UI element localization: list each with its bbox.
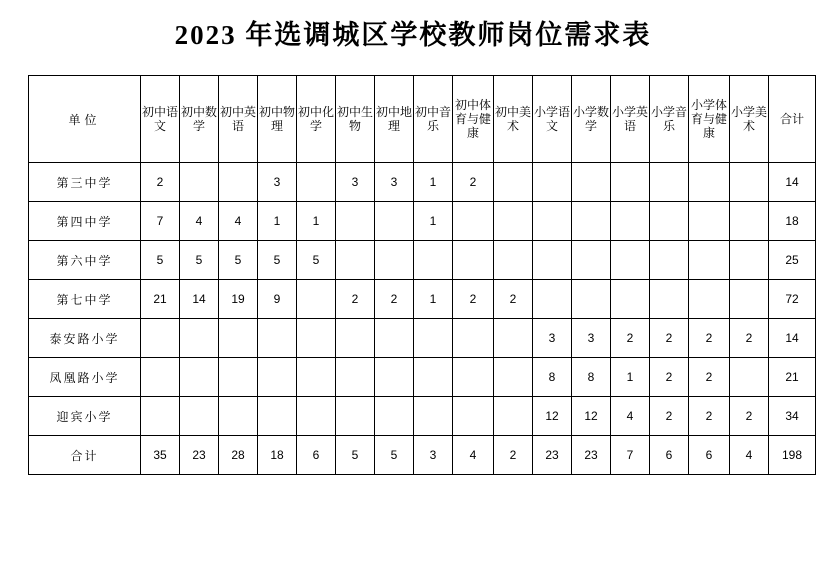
cell bbox=[453, 241, 494, 280]
cell: 7 bbox=[141, 202, 180, 241]
cell: 1 bbox=[611, 358, 650, 397]
row-total: 14 bbox=[769, 319, 816, 358]
cell: 2 bbox=[730, 319, 769, 358]
cell bbox=[180, 397, 219, 436]
cell bbox=[689, 280, 730, 319]
cell bbox=[375, 319, 414, 358]
page-title: 2023 年选调城区学校教师岗位需求表 bbox=[174, 20, 652, 50]
cell: 2 bbox=[375, 280, 414, 319]
cell bbox=[494, 202, 533, 241]
cell bbox=[219, 397, 258, 436]
cell: 8 bbox=[572, 358, 611, 397]
cell: 5 bbox=[141, 241, 180, 280]
cell bbox=[414, 241, 453, 280]
cell: 1 bbox=[258, 202, 297, 241]
column-header-label: 初中化学 bbox=[298, 104, 335, 134]
cell bbox=[689, 163, 730, 202]
cell: 4 bbox=[453, 436, 494, 475]
cell bbox=[650, 202, 689, 241]
row-label: 第三中学 bbox=[29, 163, 141, 202]
cell: 5 bbox=[180, 241, 219, 280]
cell: 2 bbox=[650, 397, 689, 436]
column-header-unit: 单位 bbox=[29, 76, 141, 163]
cell: 2 bbox=[453, 280, 494, 319]
cell bbox=[494, 241, 533, 280]
cell: 1 bbox=[414, 163, 453, 202]
column-header-subject bbox=[533, 76, 572, 163]
cell: 4 bbox=[730, 436, 769, 475]
column-header-label: 初中物理 bbox=[259, 104, 296, 134]
cell bbox=[414, 397, 453, 436]
cell bbox=[258, 319, 297, 358]
cell: 3 bbox=[336, 163, 375, 202]
cell: 2 bbox=[453, 163, 494, 202]
cell: 9 bbox=[258, 280, 297, 319]
cell: 2 bbox=[336, 280, 375, 319]
column-header-label: 初中体育与健康 bbox=[454, 97, 491, 141]
column-header-subject bbox=[180, 76, 219, 163]
table-header bbox=[29, 76, 816, 163]
cell: 4 bbox=[219, 202, 258, 241]
cell: 5 bbox=[219, 241, 258, 280]
column-header-total: 合计 bbox=[769, 76, 816, 163]
table-row bbox=[29, 397, 816, 436]
cell bbox=[297, 319, 336, 358]
cell bbox=[219, 319, 258, 358]
table-body bbox=[29, 163, 816, 475]
cell: 3 bbox=[533, 319, 572, 358]
cell: 1 bbox=[297, 202, 336, 241]
table-row bbox=[29, 358, 816, 397]
cell: 5 bbox=[336, 436, 375, 475]
column-header-subject bbox=[141, 76, 180, 163]
cell: 23 bbox=[180, 436, 219, 475]
grand-total: 198 bbox=[769, 436, 816, 475]
row-label: 泰安路小学 bbox=[29, 319, 141, 358]
column-header-label: 初中生物 bbox=[337, 104, 374, 134]
cell: 28 bbox=[219, 436, 258, 475]
cell: 4 bbox=[180, 202, 219, 241]
cell: 2 bbox=[689, 319, 730, 358]
cell: 35 bbox=[141, 436, 180, 475]
cell bbox=[494, 358, 533, 397]
column-header-subject bbox=[453, 76, 494, 163]
cell: 6 bbox=[297, 436, 336, 475]
cell: 23 bbox=[572, 436, 611, 475]
cell bbox=[336, 358, 375, 397]
row-total: 18 bbox=[769, 202, 816, 241]
cell bbox=[611, 280, 650, 319]
cell bbox=[730, 241, 769, 280]
cell bbox=[572, 163, 611, 202]
row-total: 21 bbox=[769, 358, 816, 397]
column-header-label: 初中地理 bbox=[376, 104, 413, 134]
column-header-label: 小学语文 bbox=[534, 104, 571, 134]
column-header-subject bbox=[730, 76, 769, 163]
header-row bbox=[29, 76, 816, 163]
row-total: 25 bbox=[769, 241, 816, 280]
table-row bbox=[29, 319, 816, 358]
row-total: 34 bbox=[769, 397, 816, 436]
cell: 3 bbox=[414, 436, 453, 475]
cell bbox=[730, 163, 769, 202]
row-total: 72 bbox=[769, 280, 816, 319]
table-container bbox=[28, 75, 804, 475]
row-label: 合计 bbox=[29, 436, 141, 475]
cell bbox=[141, 319, 180, 358]
cell bbox=[730, 358, 769, 397]
cell bbox=[336, 319, 375, 358]
cell bbox=[650, 241, 689, 280]
table-row bbox=[29, 280, 816, 319]
row-label: 第四中学 bbox=[29, 202, 141, 241]
column-header-subject bbox=[414, 76, 453, 163]
cell bbox=[572, 280, 611, 319]
cell bbox=[533, 163, 572, 202]
row-label: 迎宾小学 bbox=[29, 397, 141, 436]
cell bbox=[375, 397, 414, 436]
column-header-label: 小学美术 bbox=[731, 104, 768, 134]
row-label: 凤凰路小学 bbox=[29, 358, 141, 397]
cell: 3 bbox=[572, 319, 611, 358]
cell: 18 bbox=[258, 436, 297, 475]
cell: 2 bbox=[611, 319, 650, 358]
cell bbox=[453, 319, 494, 358]
cell bbox=[453, 358, 494, 397]
cell bbox=[336, 202, 375, 241]
cell: 2 bbox=[141, 163, 180, 202]
column-header-label: 小学音乐 bbox=[651, 104, 688, 134]
cell: 14 bbox=[180, 280, 219, 319]
table-total-row bbox=[29, 436, 816, 475]
cell bbox=[689, 202, 730, 241]
cell bbox=[375, 358, 414, 397]
cell bbox=[414, 358, 453, 397]
cell bbox=[297, 163, 336, 202]
column-header-subject bbox=[611, 76, 650, 163]
cell: 5 bbox=[375, 436, 414, 475]
cell bbox=[533, 280, 572, 319]
cell bbox=[297, 280, 336, 319]
cell bbox=[258, 397, 297, 436]
row-label: 第六中学 bbox=[29, 241, 141, 280]
column-header-subject bbox=[375, 76, 414, 163]
cell: 2 bbox=[689, 397, 730, 436]
cell bbox=[375, 241, 414, 280]
cell bbox=[689, 241, 730, 280]
cell: 5 bbox=[297, 241, 336, 280]
row-total: 14 bbox=[769, 163, 816, 202]
cell bbox=[730, 202, 769, 241]
column-header-label: 初中语文 bbox=[142, 104, 179, 134]
cell bbox=[414, 319, 453, 358]
cell bbox=[258, 358, 297, 397]
cell: 4 bbox=[611, 397, 650, 436]
cell: 3 bbox=[375, 163, 414, 202]
cell: 6 bbox=[650, 436, 689, 475]
cell bbox=[494, 163, 533, 202]
row-label: 第七中学 bbox=[29, 280, 141, 319]
cell: 1 bbox=[414, 202, 453, 241]
cell: 2 bbox=[494, 436, 533, 475]
cell: 12 bbox=[533, 397, 572, 436]
cell bbox=[180, 163, 219, 202]
column-header-subject bbox=[258, 76, 297, 163]
cell: 1 bbox=[414, 280, 453, 319]
cell bbox=[572, 241, 611, 280]
cell bbox=[533, 202, 572, 241]
cell: 21 bbox=[141, 280, 180, 319]
cell: 2 bbox=[689, 358, 730, 397]
cell bbox=[375, 202, 414, 241]
column-header-label: 初中数学 bbox=[181, 104, 218, 134]
cell: 2 bbox=[650, 319, 689, 358]
cell: 12 bbox=[572, 397, 611, 436]
cell bbox=[453, 397, 494, 436]
cell bbox=[611, 202, 650, 241]
cell bbox=[219, 163, 258, 202]
cell bbox=[180, 358, 219, 397]
column-header-subject bbox=[219, 76, 258, 163]
cell bbox=[219, 358, 258, 397]
cell bbox=[297, 358, 336, 397]
cell: 7 bbox=[611, 436, 650, 475]
cell bbox=[141, 397, 180, 436]
cell bbox=[494, 397, 533, 436]
cell bbox=[611, 241, 650, 280]
cell bbox=[533, 241, 572, 280]
column-header-label: 初中音乐 bbox=[415, 104, 452, 134]
teacher-demand-table bbox=[28, 75, 816, 475]
column-header-subject bbox=[494, 76, 533, 163]
cell bbox=[650, 163, 689, 202]
cell: 23 bbox=[533, 436, 572, 475]
cell: 2 bbox=[494, 280, 533, 319]
cell bbox=[141, 358, 180, 397]
cell: 19 bbox=[219, 280, 258, 319]
column-header-label: 初中英语 bbox=[220, 104, 257, 134]
table-row bbox=[29, 163, 816, 202]
table-row bbox=[29, 241, 816, 280]
column-header-subject bbox=[650, 76, 689, 163]
table-row bbox=[29, 202, 816, 241]
cell bbox=[297, 397, 336, 436]
column-header-subject bbox=[572, 76, 611, 163]
cell bbox=[180, 319, 219, 358]
cell bbox=[336, 241, 375, 280]
column-header-label: 小学数学 bbox=[573, 104, 610, 134]
cell bbox=[611, 163, 650, 202]
column-header-label: 小学英语 bbox=[612, 104, 649, 134]
cell bbox=[336, 397, 375, 436]
column-header-subject bbox=[689, 76, 730, 163]
cell bbox=[650, 280, 689, 319]
cell: 5 bbox=[258, 241, 297, 280]
cell: 3 bbox=[258, 163, 297, 202]
cell bbox=[730, 280, 769, 319]
column-header-subject bbox=[297, 76, 336, 163]
cell bbox=[494, 319, 533, 358]
cell: 8 bbox=[533, 358, 572, 397]
document-page bbox=[0, 18, 826, 561]
column-header-label: 初中美术 bbox=[495, 104, 532, 134]
cell: 2 bbox=[650, 358, 689, 397]
column-header-label: 小学体育与健康 bbox=[690, 97, 727, 141]
cell bbox=[572, 202, 611, 241]
cell: 6 bbox=[689, 436, 730, 475]
cell bbox=[453, 202, 494, 241]
column-header-subject bbox=[336, 76, 375, 163]
cell: 2 bbox=[730, 397, 769, 436]
